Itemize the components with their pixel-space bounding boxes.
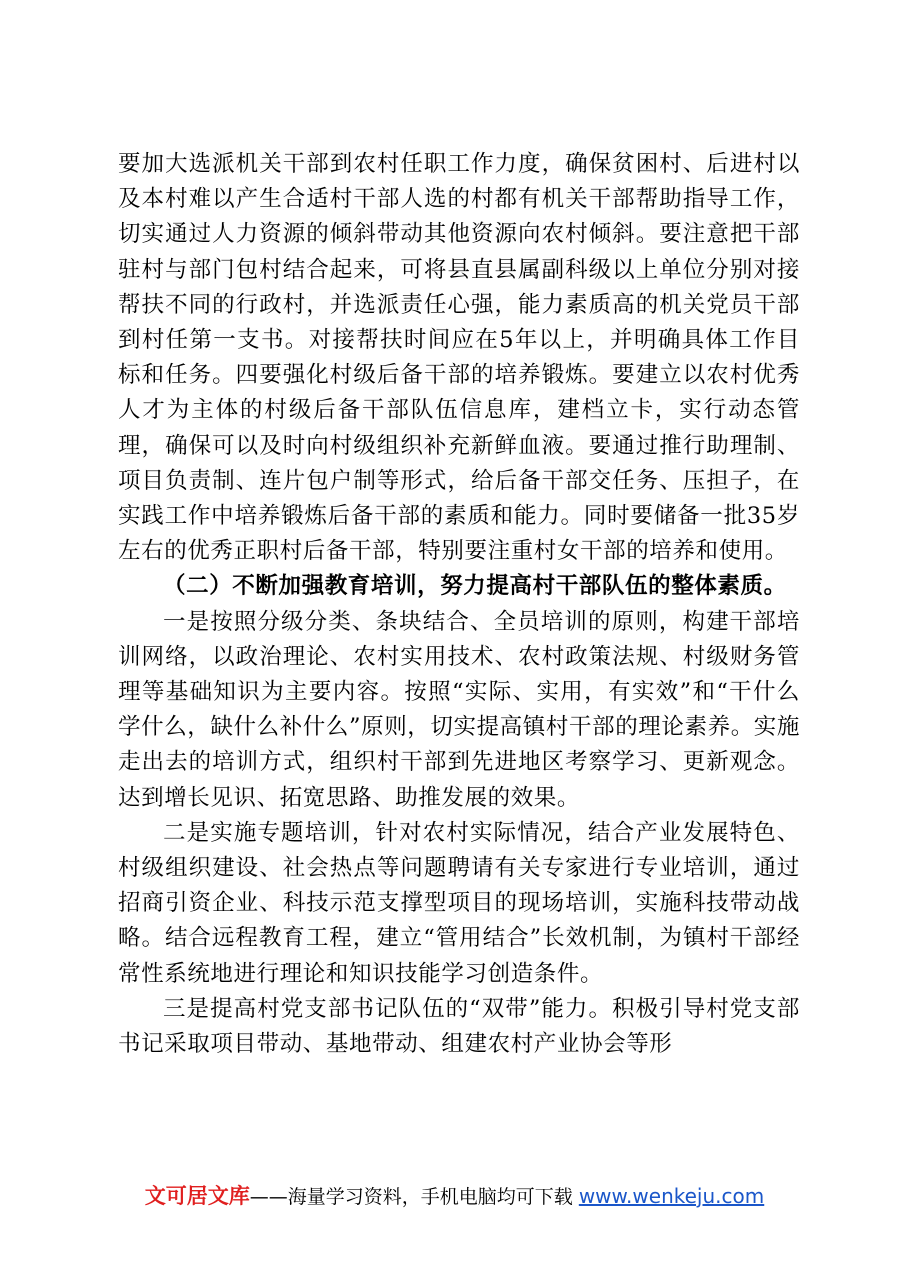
footer-dash: —— [249, 1186, 288, 1208]
paragraph-3: 二是实施专题培训，针对农村实际情况，结合产业发展特色、村级组织建设、社会热点等问题聘请有关专家进行专业培训，通过招商引资企业、科技示范支撑型项目的现场培训，实施科技带动战略。结合远程教育工程，建立“管用结合”长效机制，为镇村干部经常性系统地进行理论和知识技能学习创造条件。 [118, 819, 800, 987]
paragraph-1: 要加大选派机关干部到农村任职工作力度，确保贫困村、后进村以及本村难以产生合适村干部人选的村都有机关干部帮助指导工作，切实通过人力资源的倾斜带动其他资源向农村倾斜。要注意把干部驻村与部门包村结合起来，可将县直县属副科级以上单位分别对接帮扶不同的行政村，并选派责任心强，能力素质高的机关党员干部到村任第一支书。对接帮扶时间应在5年以上，并明确具体工作目标和任务。四要强化村级后备干部的培养锻炼。要建立以农村优秀人才为主体的村级后备干部队伍信息库，建档立卡，实行动态管理，确保可以及时向村级组织补充新鲜血液。要通过推行助理制、项目负责制、连片包户制等形式，给后备干部交任务、压担子，在实践工作中培养锻炼后备干部的素质和能力。同时要储备一批35岁左右的优秀正职村后备干部，特别要注重村女干部的培养和使用。 [118, 151, 800, 565]
paragraph-2: 一是按照分级分类、条块结合、全员培训的原则，构建干部培训网络，以政治理论、农村实用技术、农村政策法规、村级财务管理等基础知识为主要内容。按照“实际、实用，有实效”和“干什么学什么，缺什么补什么”原则，切实提高镇村干部的理论素养。实施走出去的培训方式，组织村干部到先进地区考察学习、更新观念。达到增长见识、拓宽思路、助推发展的效果。 [118, 608, 801, 811]
document-body [118, 147, 800, 1062]
footer-tagline: 海量学习资料，手机电脑均可下载 [287, 1186, 573, 1208]
website-link[interactable]: www.wenkeju.com [578, 1184, 765, 1208]
section-heading: （二）不断加强教育培训，努力提高村干部队伍的整体素质。 [163, 573, 787, 600]
paragraph-4: 三是提高村党支部书记队伍的“双带”能力。积极引导村党支部书记采取项目带动、基地带动、组建农村产业协会等形 [118, 995, 800, 1058]
brand-name: 文可居文库 [144, 1184, 250, 1208]
footer-banner [0, 1180, 909, 1210]
